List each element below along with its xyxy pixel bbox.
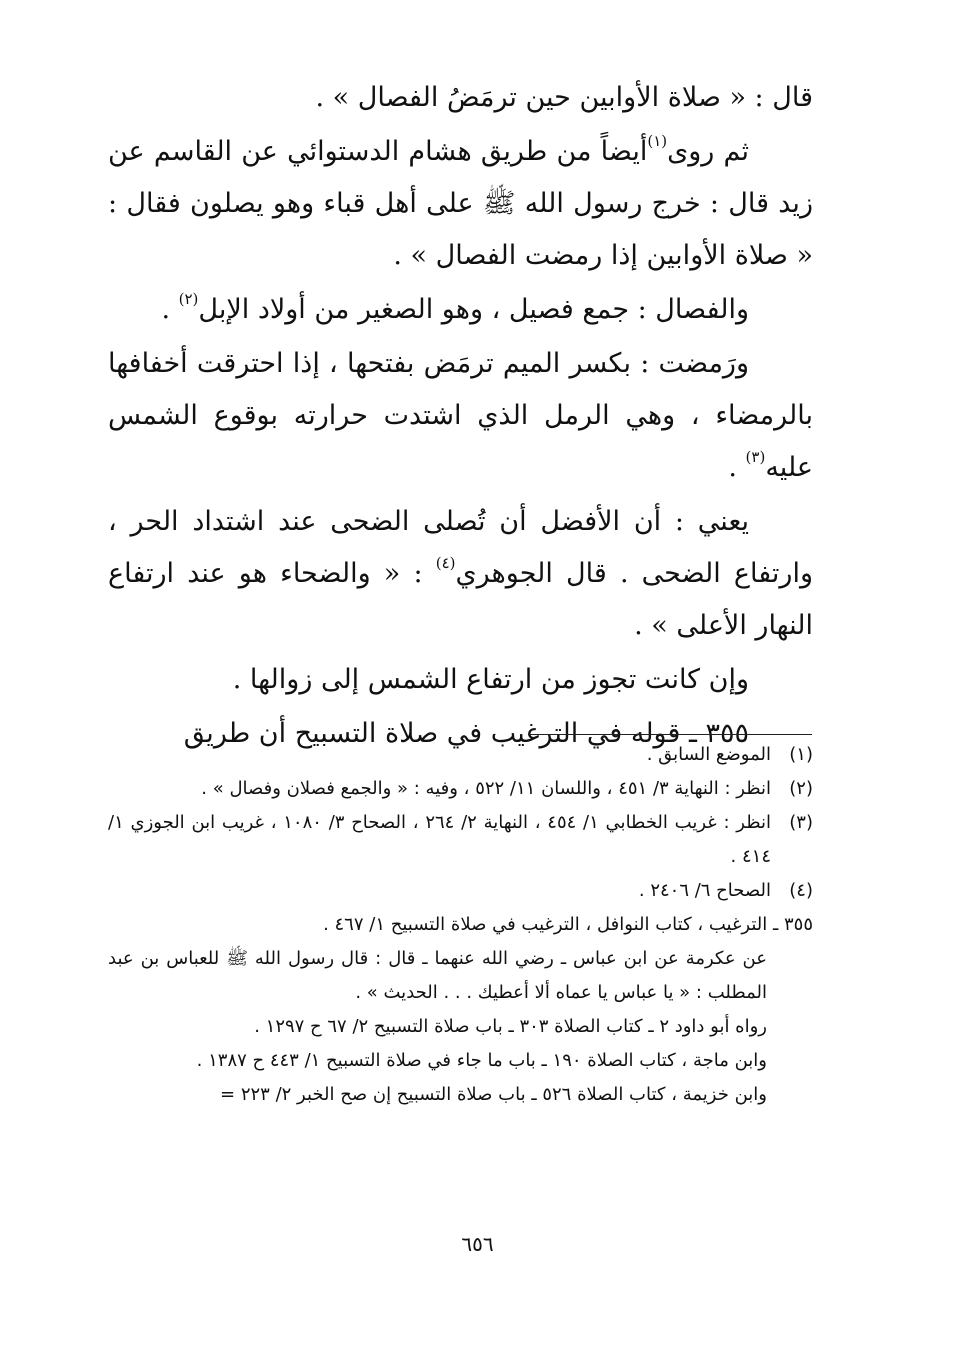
footnote-text: الصحاح ٦/ ٢٤٠٦ . <box>638 880 771 901</box>
page-number: ٦٥٦ <box>461 1232 494 1256</box>
footnote-text: انظر : غريب الخطابي ١/ ٤٥٤ ، النهاية ٢/ ٢٦٤ ، الصحاح ٣/ ١٠٨٠ ، غريب ابن الجوزي ١/ ٤١٤ . <box>108 812 771 867</box>
paragraph-3: والفصال : جمع فصيل ، وهو الصغير من أولاد الإبل$^{(٢)}$ . <box>161 290 749 325</box>
paragraph-1: قال : « صلاة الأوابين حين ترمَضُ الفصال » . <box>315 82 813 113</box>
paragraph-7: ٣٥٥ ـ قوله في الترغيب في صلاة التسبيح أن طريق <box>183 718 749 749</box>
paragraph-6: وإن كانت تجوز من ارتفاع الشمس إلى زوالها . <box>232 664 749 695</box>
footnote-number: (٢) <box>789 778 813 799</box>
footnote-355-line-4: وابن خزيمة ، كتاب الصلاة ٥٢٦ ـ باب صلاة التسبيح إن صح الخبر ٢/ ٢٢٣ = <box>220 1084 767 1105</box>
paragraph-2: ثم روى$^{(١)}$أيضاً من طريق هشام الدستوائي عن القاسم عن زيد قال : خرج رسول الله ﷺ على أهل قباء وهو يصلون فقال : « صلاة الأوابين إذا رمضت الفصال » . <box>108 132 813 271</box>
footnote-3 <box>108 806 813 874</box>
footnote-ref-1[interactable]: (١) <box>647 132 668 150</box>
footnote-ref-2[interactable]: (٢) <box>178 290 199 308</box>
footnote-355-line-2: رواه أبو داود ٢ ـ كتاب الصلاة ٣٠٣ ـ باب صلاة التسبيح ٢/ ٦٧ ح ١٢٩٧ . <box>254 1016 767 1037</box>
footnote-divider <box>528 734 812 735</box>
main-text <box>108 72 813 762</box>
footnote-355-heading: ٣٥٥ ـ الترغيب ، كتاب النوافل ، الترغيب في صلاة التسبيح ١/ ٤٦٧ . <box>323 914 813 935</box>
footnote-text: انظر : النهاية ٣/ ٤٥١ ، واللسان ١١/ ٥٢٢ ، وفيه : « والجمع فصلان وفصال » . <box>201 778 771 799</box>
footnote-text: الموضع السابق . <box>646 744 771 765</box>
footnote-ref-3[interactable]: (٣) <box>745 448 766 466</box>
footnote-355-line-3: وابن ماجة ، كتاب الصلاة ١٩٠ ـ باب ما جاء في صلاة التسبيح ١/ ٤٤٣ ح ١٣٨٧ . <box>196 1050 767 1071</box>
footnote-ref-4[interactable]: (٤) <box>435 554 456 572</box>
footnote-2 <box>108 772 813 806</box>
footnote-number: (١) <box>789 744 813 765</box>
footnote-355-line-1: عن عكرمة عن ابن عباس ـ رضي الله عنهما ـ قال : قال رسول الله ﷺ للعباس بن عبد المطلب : « يا عباس يا عماه ألا أعطيك . . . الحديث » . <box>108 948 767 1003</box>
footnote-4 <box>108 874 813 908</box>
paragraph-5: يعني : أن الأفضل أن تُصلى الضحى عند اشتداد الحر ، وارتفاع الضحى . قال الجوهري$^{(٤)}$ : « والضحاء هو عند ارتفاع النهار الأعلى » . <box>108 506 813 641</box>
footnote-1 <box>108 738 813 772</box>
footnotes <box>108 738 813 1112</box>
paragraph-4: ورَمضت : بكسر الميم ترمَض بفتحها ، إذا احترقت أخفافها بالرمضاء ، وهي الرمل الذي اشتدت حرارته بوقوع الشمس عليه$^{(٣)}$ . <box>108 348 813 483</box>
footnote-number: (٣) <box>789 812 813 833</box>
footnote-number: (٤) <box>789 880 813 901</box>
